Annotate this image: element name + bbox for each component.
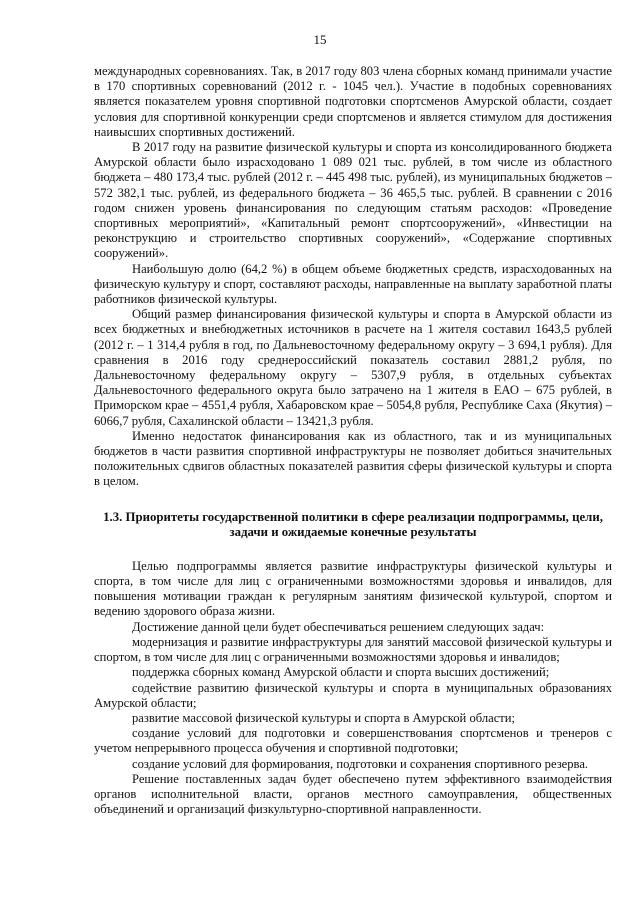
paragraph-tasks-intro: Достижение данной цели будет обеспечиваться решением следующих задач: [132,619,545,634]
paragraph-interaction: Решение поставленных задач будет обеспечено путем эффективного взаимодействия органов исполнительной власти, органов местного самоуправления, общественных объединений и организаций физкультурно-спортивной направленности. [94,771,612,817]
task-item: создание условий для подготовки и совершенствования спортсменов и тренеров с учетом непрерывного процесса обучения и спортивной подготовки; [94,726,612,756]
task-item: создание условий для формирования, подготовки и сохранения спортивного резерва. [132,756,589,771]
task-item: развитие массовой физической культуры и спорта в Амурской области; [132,710,516,725]
document-body [94,64,612,817]
page-number: 15 [313,32,327,47]
paragraph-financing-per-resident: Общий размер финансирования физической культуры и спорта в Амурской области из всех бюджетных и внебюджетных источников в расчете на 1 жителя составил 1643,5 рублей (2012 г. – 1 314,4 рубля в год, по Дальневосточному федеральному округу – 3 694,1 рубля). Для сравнения в 2016 году среднероссийский показатель составил 2881,2 рубля, по Дальневосточному федеральному округу – 5307,9 рубля, в отдельных субъектах Дальневосточного федерального округа было затрачено на 1 жителя в ЕАО – 675 рублей, в Приморском крае – 4551,4 рубля, Хабаровском крае – 5054,8 рубля, Республике Саха (Якутия) – 6066,7 рубля, Сахалинской области – 13421,3 рубля. [94,307,612,428]
task-item: модернизация и развитие инфраструктуры для занятий массовой физической культуры и спортом, в том числе для лиц с ограниченными возможностями здоровья и инвалидов; [94,634,612,665]
paragraph-salary-share: Наибольшую долю (64,2 %) в общем объеме бюджетных средств, израсходованных на физическую культуру и спорт, составляют расходы, направленные на выплату заработной платы работников физической культуры. [94,261,612,307]
task-item: поддержка сборных команд Амурской области и спорта высших достижений; [132,665,550,680]
paragraph-goal: Целью подпрограммы является развитие инфраструктуры физической культуры и спорта, в том числе для лиц с ограниченными возможностями здоровья и инвалидов, для повышения мотивации граждан к регулярным занятиям физической культурой, спортом и ведению здорового образа жизни. [94,558,612,619]
paragraph-insufficient-financing: Именно недостаток финансирования как из областного, так и из муниципальных бюджетов в части развития спортивной инфраструктуры не позволяет добиться значительных положительных сдвигов областных показателей развития сферы физической культуры и спорта в целом. [94,428,612,489]
paragraph-continuation: международных соревнованиях. Так, в 2017 году 803 члена сборных команд принимали участие в 170 спортивных соревнований (2012 г. - 1045 чел.). Участие в подобных соревнованиях является показателем уровня спортивной подготовки спортсменов Амурской области, создает условия для спортивной конкуренции среди спортсменов и является стимулом для достижения наивысших спортивных достижений. [94,64,612,139]
task-item: содействие развитию физической культуры и спорта в муниципальных образованиях Амурской области; [94,680,612,710]
section-heading: 1.3. Приоритеты государственной политики в сфере реализации подпрограммы, цели, задачи и ожидаемые конечные результаты [103,509,603,540]
paragraph-budget-2017: В 2017 году на развитие физической культуры и спорта из консолидированного бюджета Амурской области было израсходовано 1 089 021 тыс. рублей, в том числе из областного бюджета – 480 173,4 тыс. рублей (2012 г. – 445 498 тыс. рублей), из муниципальных бюджетов – 572 382,1 тыс. рублей, из федерального бюджета – 36 465,5 тыс. рублей. В сравнении с 2016 годом снижен уровень финансирования по следующим статьям расходов: «Проведение спортивных мероприятий», «Капитальный ремонт спортсооружений», «Инвестиции на реконструкцию и строительство спортивных сооружений», «Содержание спортивных сооружений». [94,140,612,261]
